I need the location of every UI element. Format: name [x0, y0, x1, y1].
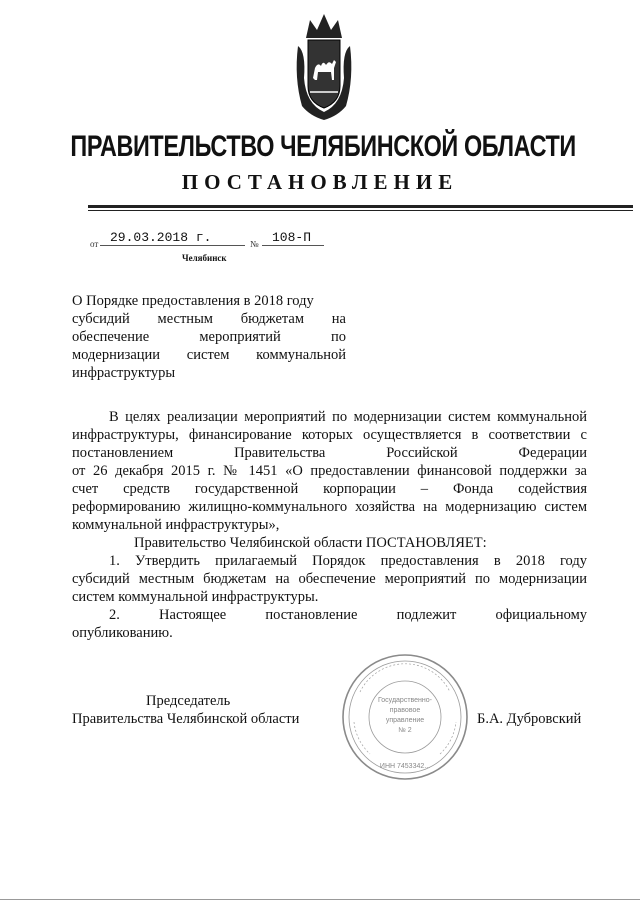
preamble-line: счет средств государственной корпорации – Фонда содействия	[72, 481, 587, 497]
item-2-line: 2. Настоящее постановление подлежит официальному	[109, 607, 587, 623]
subject-line: О Порядке предоставления в 2018 году	[72, 293, 314, 309]
stamp-inner-line: правовое	[389, 707, 421, 714]
signatory-title-line1: Председатель	[146, 693, 231, 709]
city-label: Челябинск	[182, 253, 227, 263]
preamble-line: В целях реализации мероприятий по модернизации систем коммунальной	[109, 409, 587, 425]
preamble-line: от 26 декабря 2015 г. № 1451 «О предоставлении финансовой поддержки за	[72, 463, 587, 479]
item-2-line: опубликованию.	[72, 625, 173, 641]
stamp-inner-line: управление	[385, 717, 425, 724]
page-bottom-rule	[0, 899, 640, 900]
stamp-inn-text: ИНН 7453342...	[379, 763, 431, 770]
subject-line: обеспечение мероприятий по	[72, 329, 346, 345]
document-date: 29.03.2018 г.	[100, 230, 245, 246]
signatory-name: Б.А. Дубровский	[477, 711, 582, 727]
preamble-line: постановлением Правительства Российской Федерации	[72, 445, 587, 461]
subject-line: субсидий местным бюджетам на	[72, 311, 346, 327]
item-1-line: систем коммунальной инфраструктуры.	[72, 589, 319, 605]
document-type-heading: ПОСТАНОВЛЕНИЕ	[181, 170, 459, 194]
preamble-line: коммунальной инфраструктуры»,	[72, 517, 280, 533]
header-rule-thin	[88, 210, 633, 211]
subject-line: инфраструктуры	[72, 365, 176, 381]
header-rule-thick	[88, 205, 633, 208]
item-1-line: 1. Утвердить прилагаемый Порядок предоставления в 2018 году	[109, 553, 587, 569]
number-label: №	[250, 239, 259, 249]
document-number: 108-П	[262, 230, 324, 246]
resolves-line: Правительство Челябинской области ПОСТАНОВЛЯЕТ:	[134, 535, 487, 551]
preamble-line: реформированию жилищно-коммунального хозяйства на модернизацию систем	[72, 499, 587, 515]
stamp-inner-line: № 2	[398, 727, 412, 734]
stamp-inner-line: Государственно-	[377, 697, 433, 704]
official-seal-stamp	[340, 652, 470, 782]
item-1-line: субсидий местным бюджетам на обеспечение мероприятий по модернизации	[72, 571, 587, 587]
organization-title: ПРАВИТЕЛЬСТВО ЧЕЛЯБИНСКОЙ ОБЛАСТИ	[70, 130, 576, 163]
preamble-line: инфраструктуры, финансирование которых осуществляется в соответствии с	[72, 427, 587, 443]
coat-of-arms-icon	[292, 8, 356, 124]
subject-line: модернизации систем коммунальной	[72, 347, 346, 363]
signatory-title-line2: Правительства Челябинской области	[72, 711, 300, 727]
from-label: от	[90, 239, 99, 249]
